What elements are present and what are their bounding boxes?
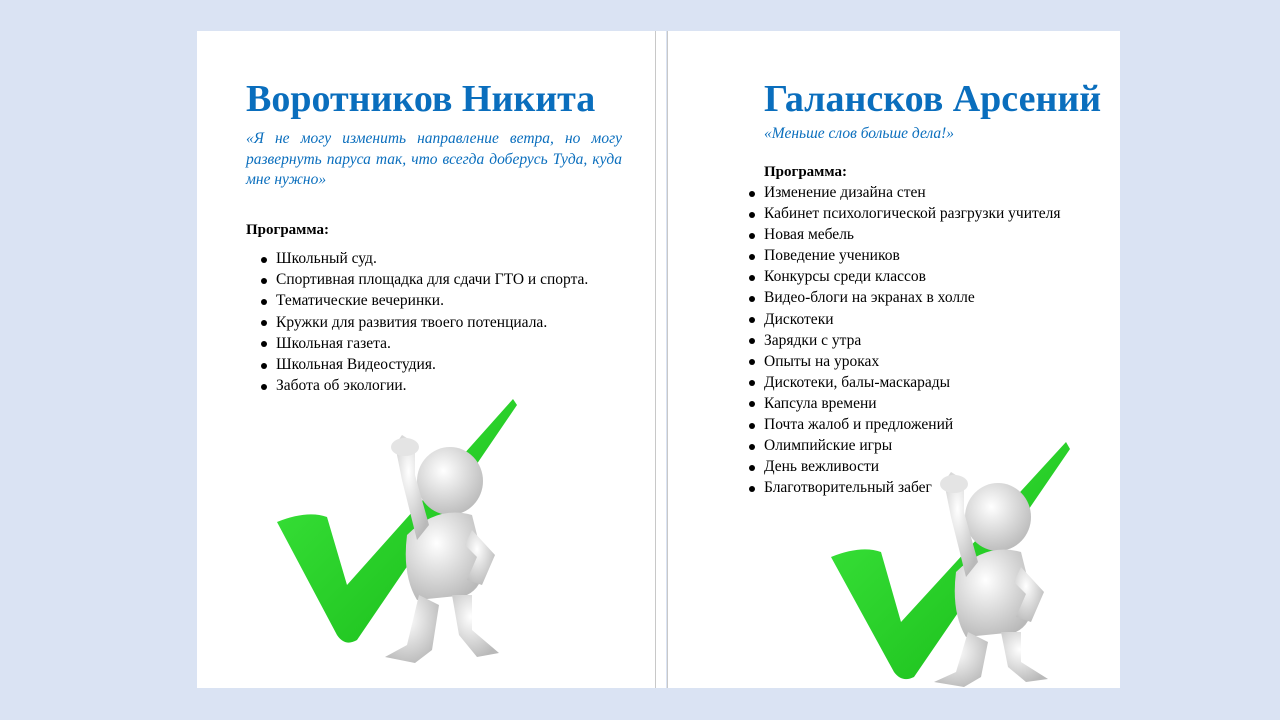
right-page [667, 31, 1120, 688]
list-item: Изменение дизайна стен [749, 182, 1061, 203]
list-item: Забота об экологии. [261, 375, 588, 396]
list-item: Поведение учеников [749, 245, 1061, 266]
candidate-quote: «Я не могу изменить направление ветра, но могу развернуть паруса так, что всегда доберусь Туда, куда мне нужно» [246, 130, 622, 188]
candidate-name: Воротников Никита [246, 78, 596, 120]
candidate-quote: «Меньше слов больше дела!» [764, 125, 955, 142]
program-list [261, 248, 588, 396]
left-page [197, 31, 656, 688]
checkmark-figure-icon [826, 417, 1076, 687]
list-item: Школьная Видеостудия. [261, 354, 588, 375]
list-item: Дискотеки, балы-маскарады [749, 372, 1061, 393]
list-item: Олимпийские игры [749, 435, 1061, 456]
list-item: Кружки для развития твоего потенциала. [261, 312, 588, 333]
list-item: Тематические вечеринки. [261, 290, 588, 311]
list-item: Кабинет психологической разгрузки учителя [749, 203, 1061, 224]
list-item: Благотворительный забег [749, 477, 1061, 498]
list-item: Дискотеки [749, 309, 1061, 330]
list-item: Школьный суд. [261, 248, 588, 269]
checkmark-figure-icon [267, 395, 517, 665]
list-item: Почта жалоб и предложений [749, 414, 1061, 435]
program-label: Программа: [246, 222, 329, 238]
list-item: Зарядки с утра [749, 330, 1061, 351]
list-item: Видео-блоги на экранах в холле [749, 287, 1061, 308]
list-item: Школьная газета. [261, 333, 588, 354]
list-item: Капсула времени [749, 393, 1061, 414]
list-item: Спортивная площадка для сдачи ГТО и спорта. [261, 269, 588, 290]
list-item: День вежливости [749, 456, 1061, 477]
list-item: Опыты на уроках [749, 351, 1061, 372]
program-label: Программа: [764, 164, 847, 180]
page-gutter [656, 31, 666, 688]
list-item: Новая мебель [749, 224, 1061, 245]
candidate-name: Галансков Арсений [764, 78, 1102, 120]
list-item: Конкурсы среди классов [749, 266, 1061, 287]
